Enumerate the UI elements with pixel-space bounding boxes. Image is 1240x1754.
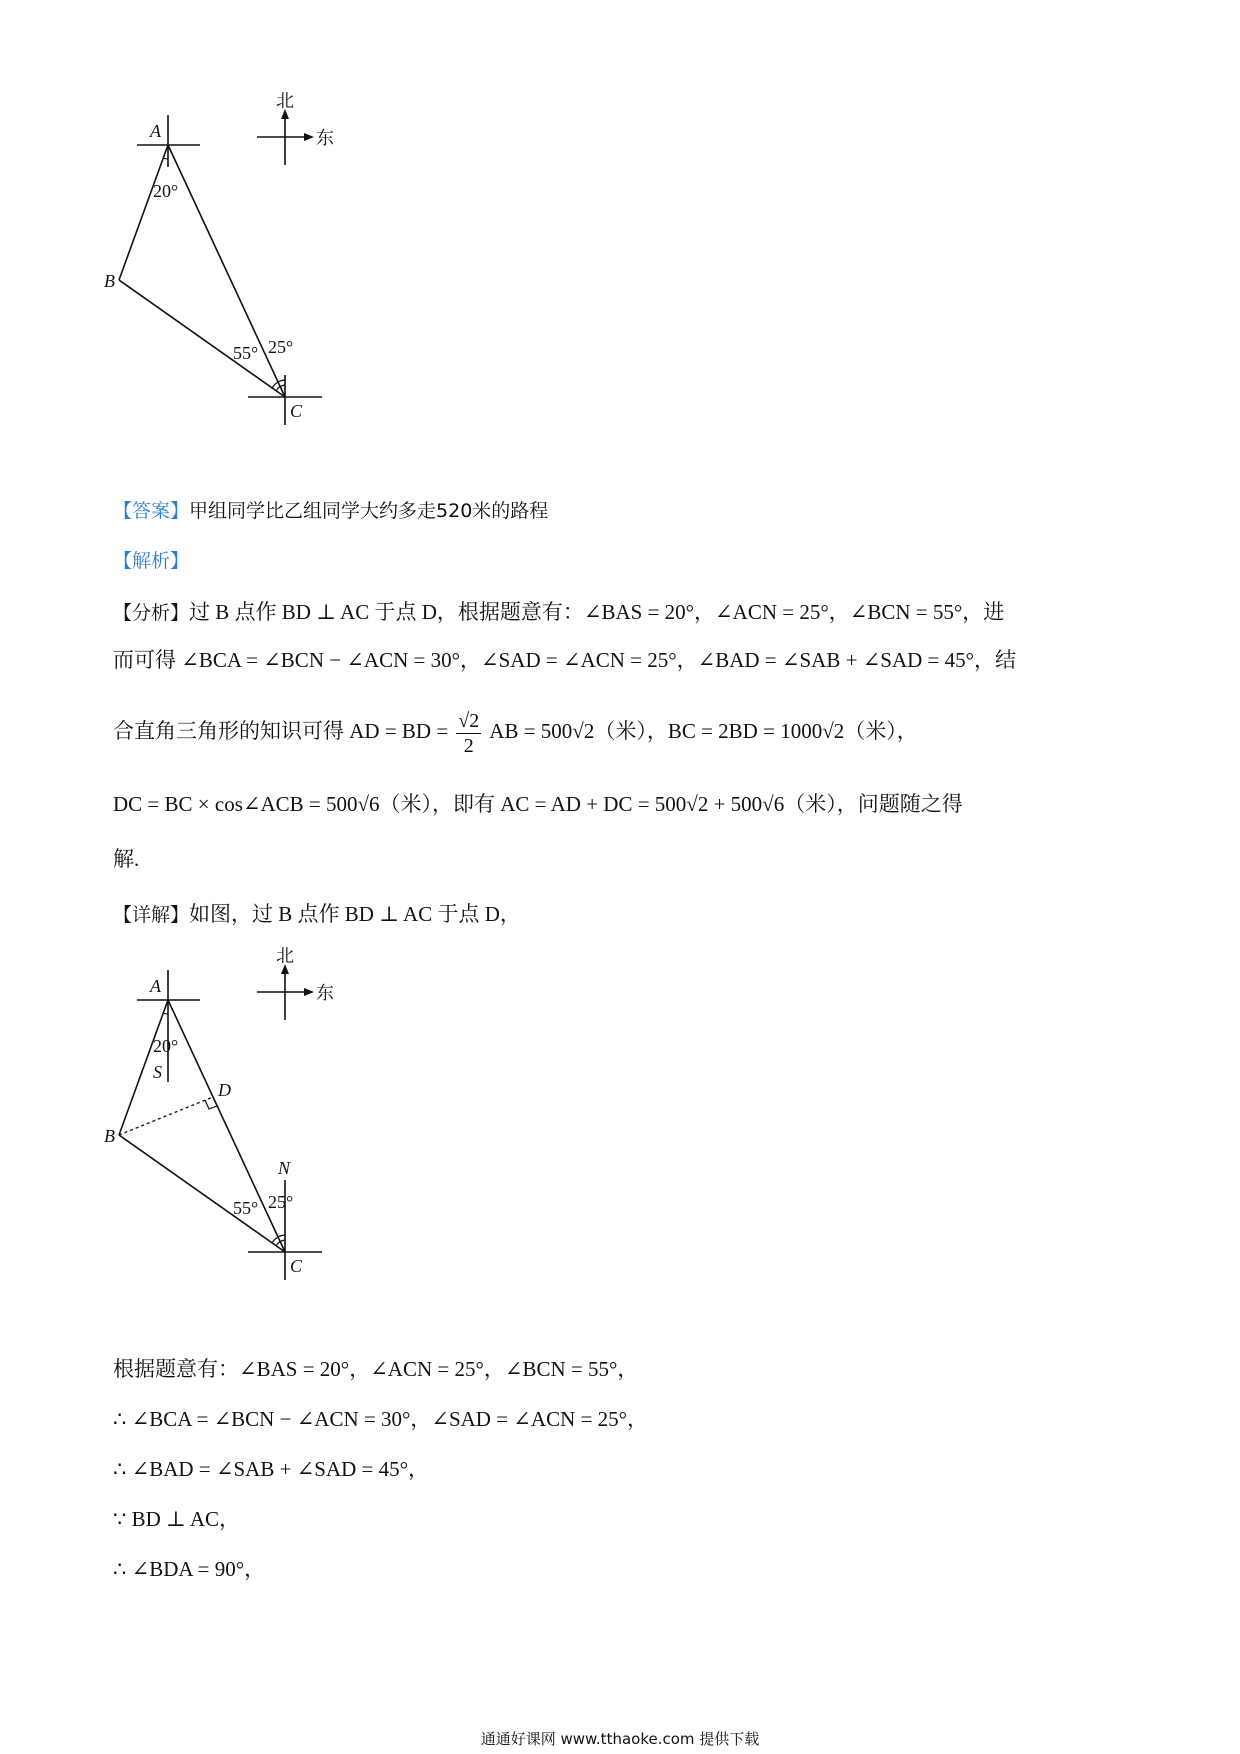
label-b: B [104, 1126, 115, 1146]
step-4 [113, 1505, 240, 1534]
analysis-text-3-pre: 合直角三角形的知识可得 AD = BD = [113, 719, 449, 743]
label-a: A [150, 121, 161, 141]
answer-tag: 【答案】 [113, 500, 190, 522]
step-5 [113, 1555, 265, 1584]
fenxi-tag: 【分析】 [113, 602, 190, 624]
step-3-text: ∴ ∠BAD = ∠SAB + ∠SAD = 45°， [113, 1457, 430, 1481]
answer-text: 甲组同学比乙组同学大约多走520米的路程 [189, 500, 549, 522]
detail-text: 如图，过 B 点作 BD ⊥ AC 于点 D， [189, 902, 521, 926]
analysis-line-3 [113, 705, 918, 758]
detail-line [113, 900, 521, 929]
compass-east-arrow [304, 133, 314, 141]
page-footer: 通通好课网 www.tthaoke.com 提供下载 [480, 1730, 760, 1748]
analysis-text-3-post: AB = 500√2（米），BC = 2BD = 1000√2（米）， [489, 719, 918, 743]
step-2 [113, 1405, 648, 1434]
step-4-text: ∵ BD ⊥ AC， [113, 1507, 241, 1531]
angle-a-label: 20° [153, 1036, 179, 1056]
label-s: S [153, 1062, 162, 1082]
detail-tag: 【详解】 [113, 904, 190, 926]
segment-ac [168, 1000, 285, 1252]
figure-1 [104, 91, 370, 465]
label-a: A [150, 976, 161, 996]
analysis-heading [113, 547, 189, 575]
analysis-text-5: 解. [113, 847, 140, 871]
figure-1-diagram [104, 91, 370, 465]
step-1-text: 根据题意有：∠BAS = 20°，∠ACN = 25°，∠BCN = 55°， [113, 1357, 639, 1381]
segment-ab [119, 145, 168, 280]
compass-north-label: 北 [276, 946, 294, 967]
analysis-line-5 [113, 845, 139, 874]
answer-line [113, 497, 548, 525]
label-c: C [290, 1256, 303, 1276]
label-c: C [290, 401, 303, 421]
segment-bc [119, 1135, 285, 1252]
angle-c-right-label: 25° [268, 337, 294, 357]
analysis-text-2: 而可得 ∠BCA = ∠BCN − ∠ACN = 30°，∠SAD = ∠ACN = 25°，∠BAD = ∠SAB + ∠SAD = 45°，结 [113, 648, 1017, 672]
analysis-line-1 [113, 598, 1004, 627]
angle-c-right-label: 25° [268, 1192, 294, 1212]
analysis-tag: 【解析】 [113, 550, 190, 572]
analysis-line-4 [113, 790, 963, 819]
analysis-text-4: DC = BC × cos∠ACB = 500√6（米），即有 AC = AD + DC = 500√2 + 500√6（米），问题随之得 [113, 792, 963, 816]
segment-bd-dashed [119, 1097, 213, 1135]
compass-north-label: 北 [276, 91, 294, 112]
segment-ac [168, 145, 285, 397]
compass-east-label: 东 [316, 128, 334, 149]
angle-c-left-label: 55° [233, 343, 259, 363]
fraction-sqrt2-over-2 [456, 709, 481, 758]
analysis-text-1: 过 B 点作 BD ⊥ AC 于点 D，根据题意有：∠BAS = 20°，∠ACN = 25°，∠BCN = 55°，进 [189, 600, 1005, 624]
angle-c-left-label: 55° [233, 1198, 259, 1218]
compass-east-label: 东 [316, 983, 334, 1004]
step-2-text: ∴ ∠BCA = ∠BCN − ∠ACN = 30°，∠SAD = ∠ACN = 25°， [113, 1407, 648, 1431]
figure-2-diagram [104, 946, 370, 1320]
fraction-numerator: √2 [458, 709, 480, 732]
step-3 [113, 1455, 429, 1484]
angle-a-label: 20° [153, 181, 179, 201]
analysis-line-2 [113, 646, 1016, 675]
figure-2 [104, 946, 370, 1320]
segment-bc [119, 280, 285, 397]
step-1 [113, 1355, 638, 1384]
label-n: N [278, 1158, 291, 1178]
label-b: B [104, 271, 115, 291]
step-5-text: ∴ ∠BDA = 90°， [113, 1557, 266, 1581]
fraction-denominator: 2 [463, 734, 474, 757]
compass-east-arrow [304, 988, 314, 996]
label-d: D [218, 1080, 231, 1100]
